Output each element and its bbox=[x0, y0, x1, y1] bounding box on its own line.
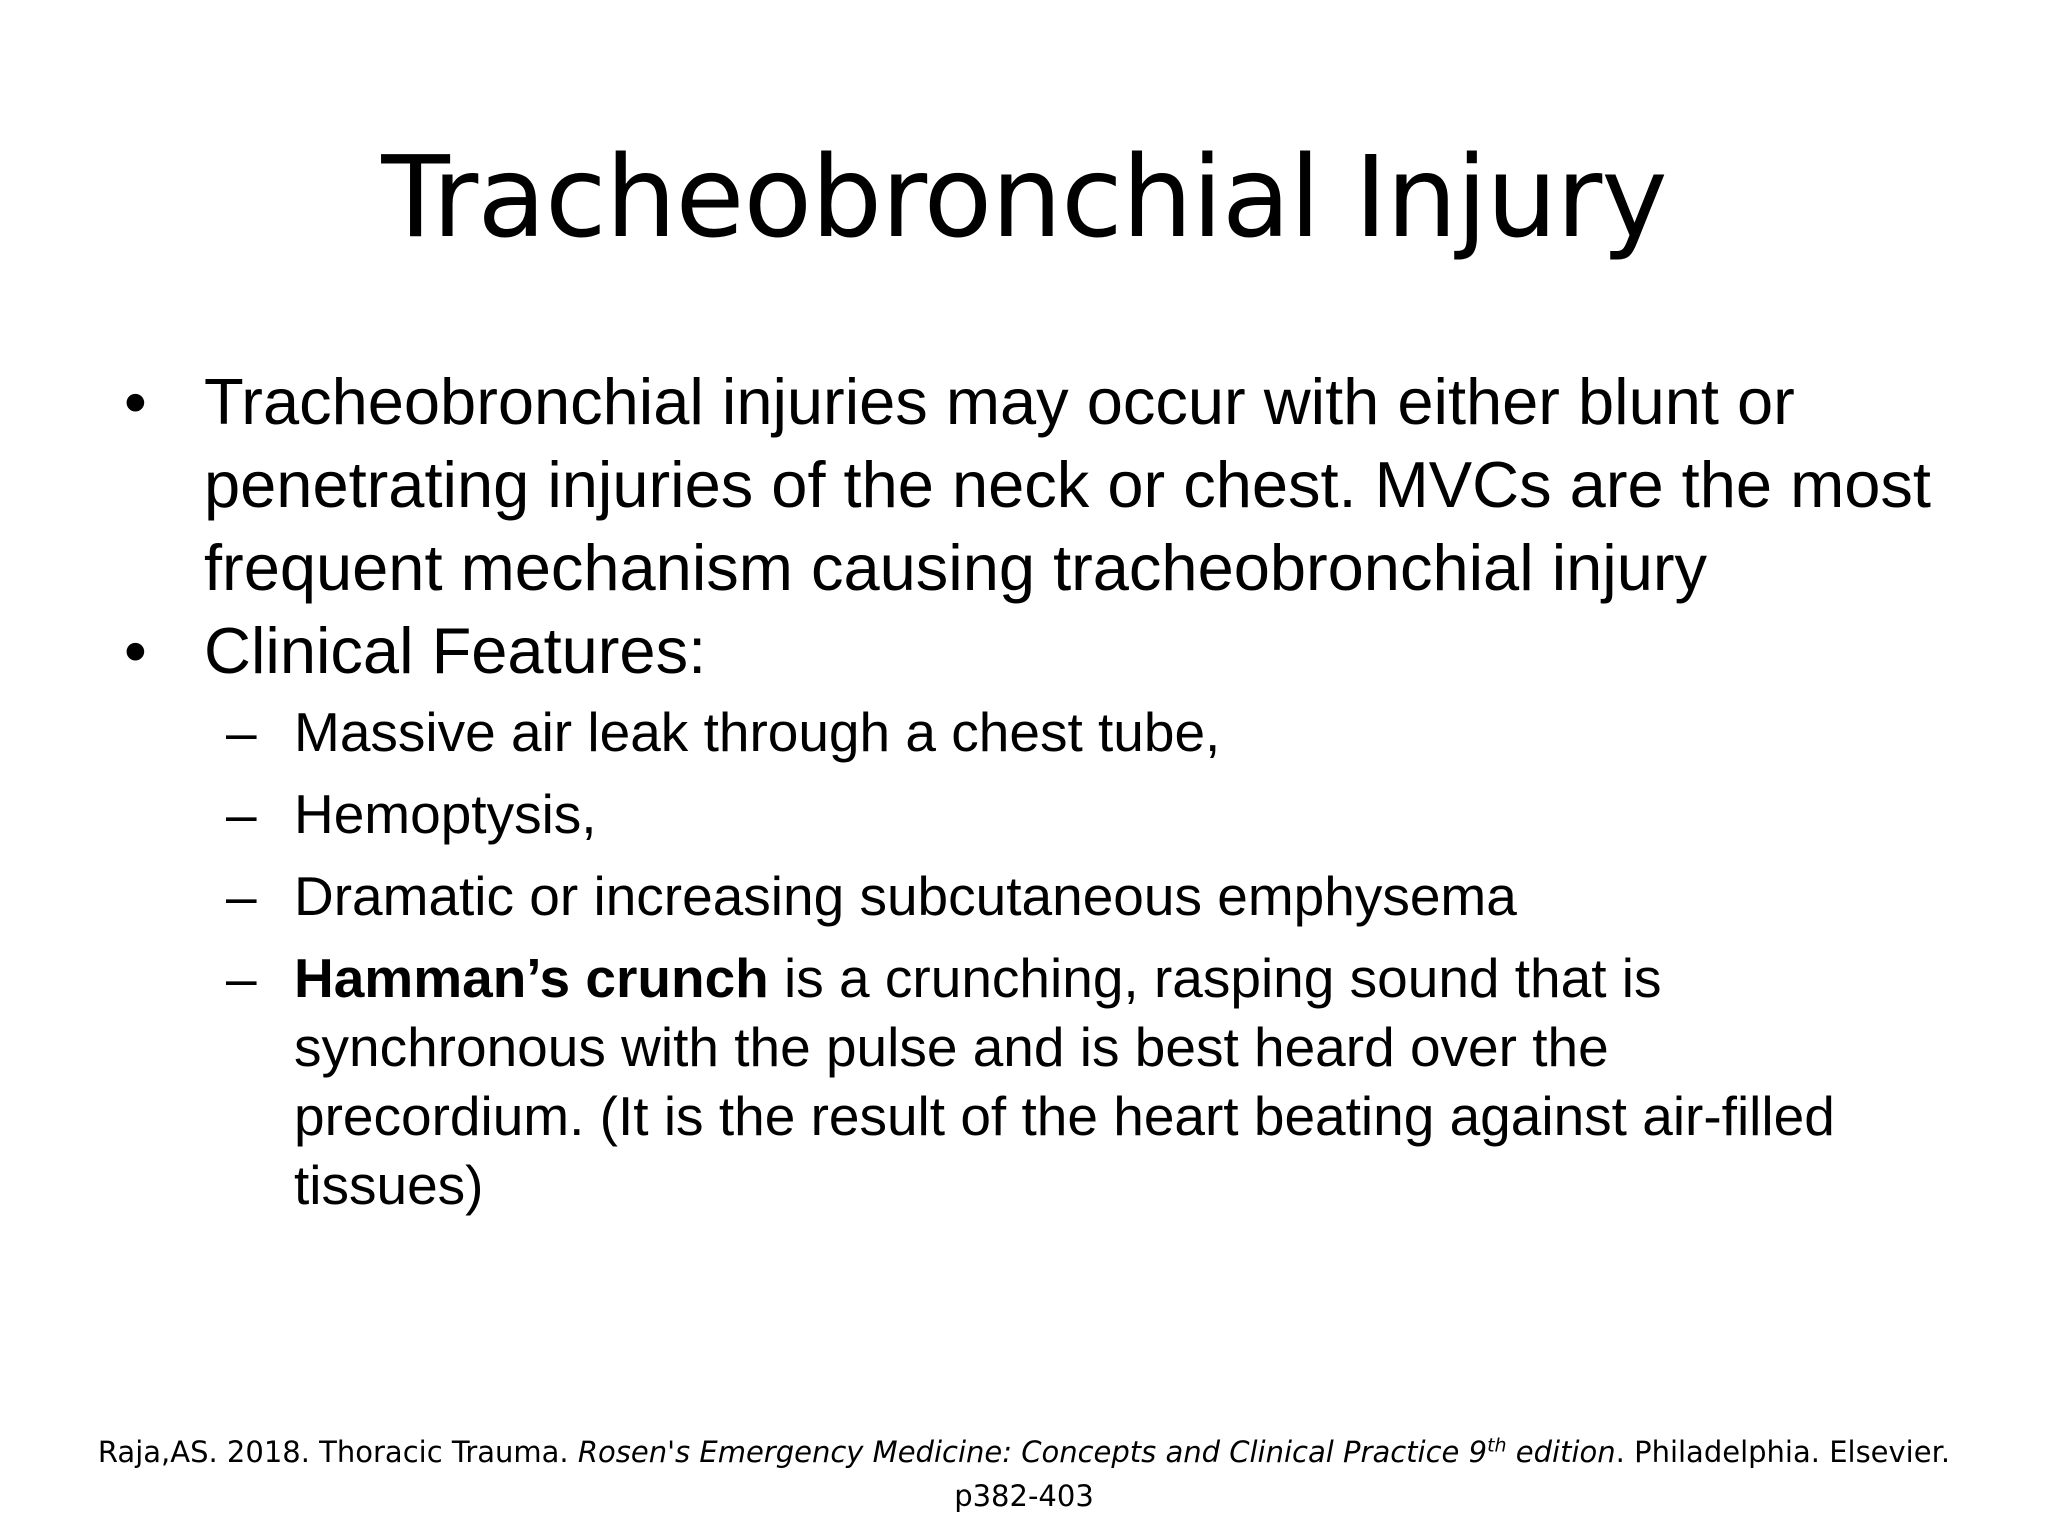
slide-content bbox=[120, 360, 1940, 1220]
citation-superscript: th bbox=[1487, 1434, 1507, 1457]
citation-line-1 bbox=[0, 1430, 2048, 1474]
sub-bullet-marker: – bbox=[226, 947, 257, 1009]
bullet-text: Tracheobronchial injuries may occur with either blunt or penetrating injuries of the neck or chest. MVCs are the most frequent mechanism causing tracheobronchial injury bbox=[204, 365, 1931, 604]
bullet-marker: • bbox=[124, 614, 147, 687]
bullet-text: Clinical Features: bbox=[204, 614, 707, 687]
sub-bullet-text: Massive air leak through a chest tube, bbox=[294, 701, 1221, 763]
sub-bullet-item bbox=[120, 698, 1940, 767]
citation-pages: p382-403 bbox=[954, 1479, 1094, 1513]
sub-bullet-item bbox=[120, 780, 1940, 849]
sub-bullet-text: Hemoptysis, bbox=[294, 783, 597, 845]
sub-bullet-item bbox=[120, 944, 1874, 1220]
slide-title: Tracheobronchial Injury bbox=[381, 133, 1667, 263]
citation bbox=[0, 1430, 2048, 1518]
citation-prefix: Raja,AS. 2018. Thoracic Trauma. bbox=[97, 1435, 578, 1469]
sub-bullet-item bbox=[120, 862, 1940, 931]
sub-bullet-marker: – bbox=[226, 701, 257, 763]
bullet-item bbox=[120, 360, 1964, 609]
sub-bullet-text: Dramatic or increasing subcutaneous emphysema bbox=[294, 865, 1517, 927]
bullet-item bbox=[120, 609, 1940, 692]
clinical-features-list bbox=[120, 698, 1940, 1220]
sub-bullet-text: is a crunching, rasping sound that is synchronous with the pulse and is best heard over the precordium. (It is the result of the heart beating against air-filled tissues) bbox=[294, 947, 1835, 1216]
citation-suffix: . Philadelphia. Elsevier. bbox=[1615, 1435, 1951, 1469]
sub-bullet-marker: – bbox=[226, 865, 257, 927]
citation-edition: edition bbox=[1506, 1435, 1616, 1469]
bullet-marker: • bbox=[124, 365, 147, 438]
citation-book-title: Rosen's Emergency Medicine: Concepts and Clinical Practice 9 bbox=[577, 1435, 1488, 1469]
sub-bullet-marker: – bbox=[226, 783, 257, 845]
sub-bullet-bold-term: Hamman’s crunch bbox=[294, 947, 769, 1009]
